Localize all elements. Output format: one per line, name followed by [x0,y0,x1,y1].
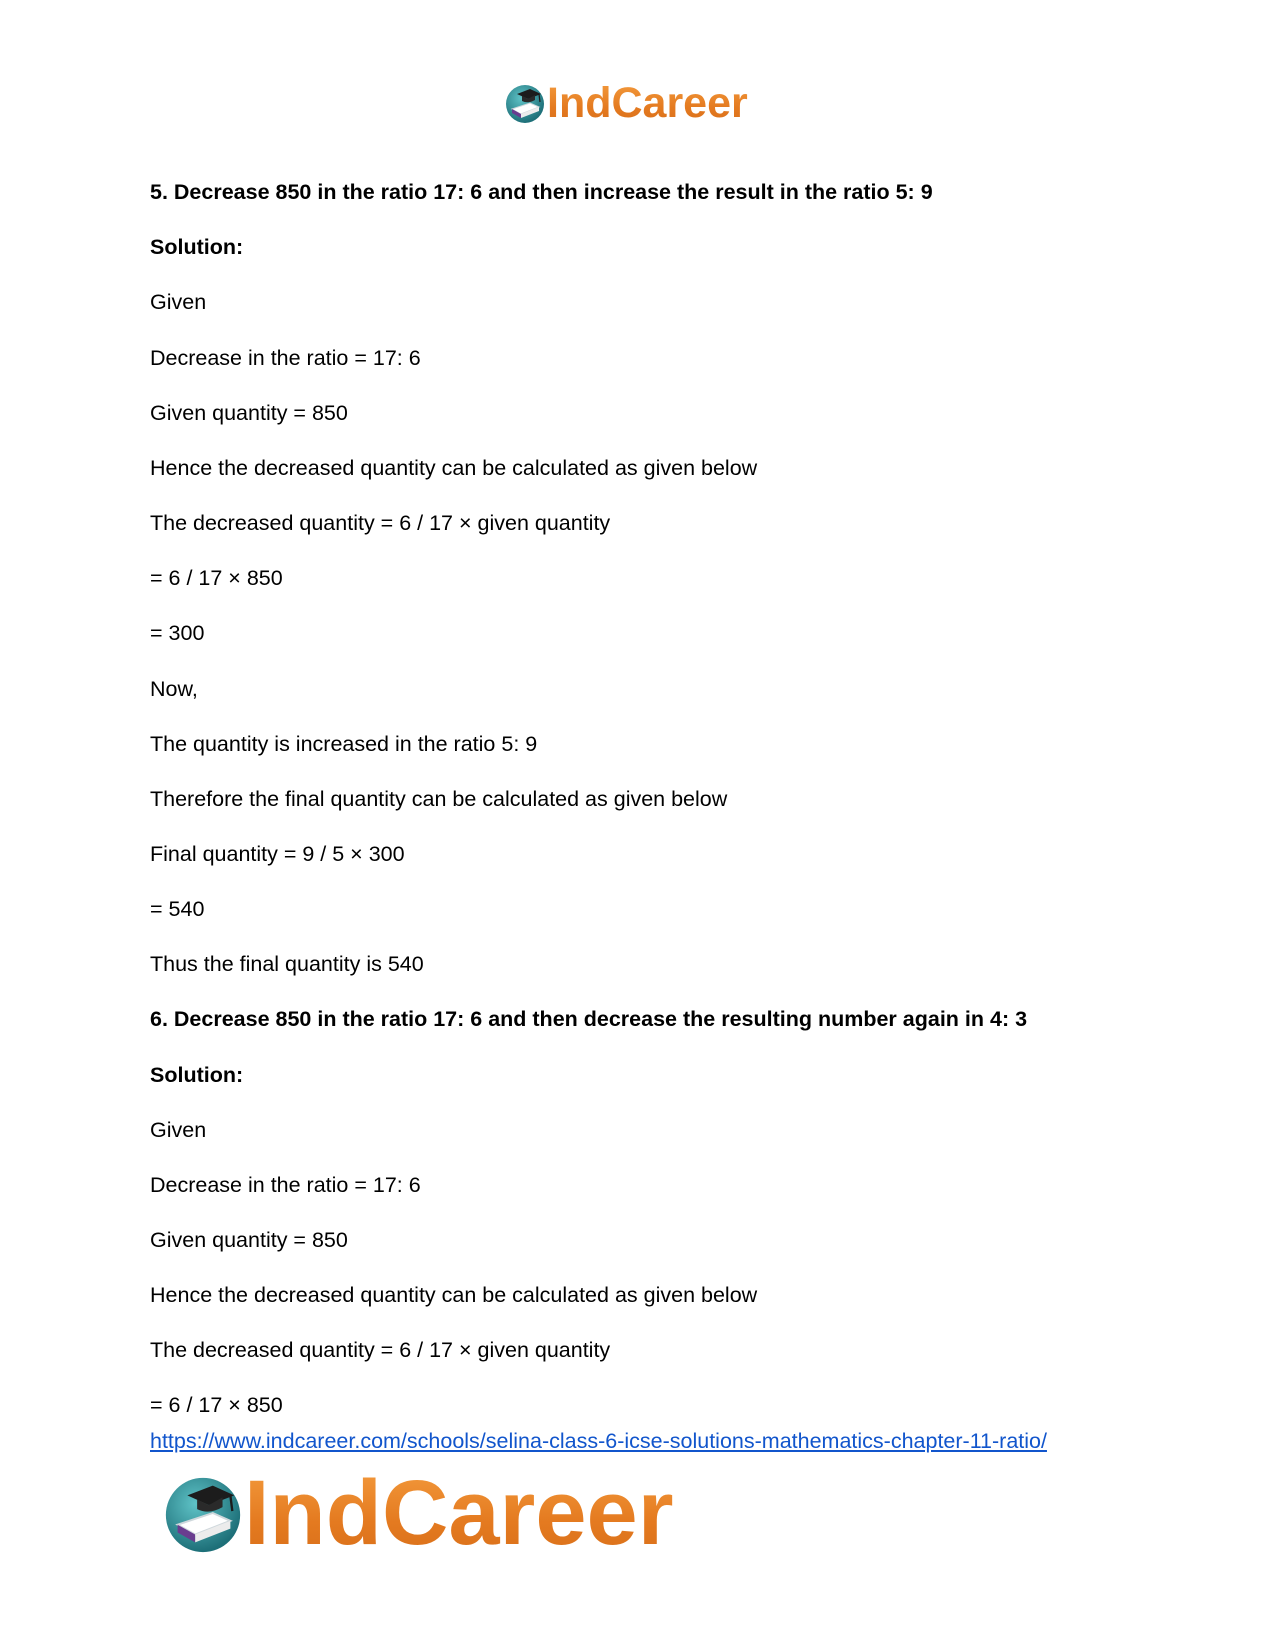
text-line: Decrease in the ratio = 17: 6 [150,1173,421,1197]
question-5-heading: 5. Decrease 850 in the ratio 17: 6 and then increase the result in the ratio 5: 9 [150,180,933,204]
solution-label: Solution: [150,1063,244,1087]
text-line: = 6 / 17 × 850 [150,566,283,590]
text-line: = 300 [150,621,205,645]
text-line: Given quantity = 850 [150,1228,348,1252]
text-line: Hence the decreased quantity can be calculated as given below [150,1283,758,1307]
text-line: The decreased quantity = 6 / 17 × given quantity [150,1338,611,1362]
graduation-cap-book-globe-icon [503,81,547,125]
brand-wordmark: IndCareer [244,1462,674,1564]
text-line: The quantity is increased in the ratio 5: 9 [150,732,538,756]
text-line: = 6 / 17 × 850 [150,1393,283,1417]
brand-wordmark: IndCareer [547,78,748,127]
solution-label: Solution: [150,235,244,259]
text-line: The decreased quantity = 6 / 17 × given quantity [150,511,611,535]
text-line: Now, [150,677,198,701]
text-line: Hence the decreased quantity can be calculated as given below [150,456,758,480]
text-line: Given [150,1118,207,1142]
text-line: Given [150,290,207,314]
text-line: Thus the final quantity is 540 [150,952,424,976]
question-6-heading: 6. Decrease 850 in the ratio 17: 6 and then decrease the resulting number again in 4: 3 [150,1007,1028,1031]
footer-logo [160,1462,674,1564]
text-line: = 540 [150,897,205,921]
graduation-cap-book-globe-icon [160,1470,246,1556]
header-logo [503,80,748,126]
text-line: Final quantity = 9 / 5 × 300 [150,842,405,866]
text-line: Given quantity = 850 [150,401,348,425]
text-line: Therefore the final quantity can be calculated as given below [150,787,728,811]
text-line: Decrease in the ratio = 17: 6 [150,346,421,370]
source-url-link[interactable]: https://www.indcareer.com/schools/selina-class-6-icse-solutions-mathematics-chapter-11-ratio/ [150,1429,1047,1453]
